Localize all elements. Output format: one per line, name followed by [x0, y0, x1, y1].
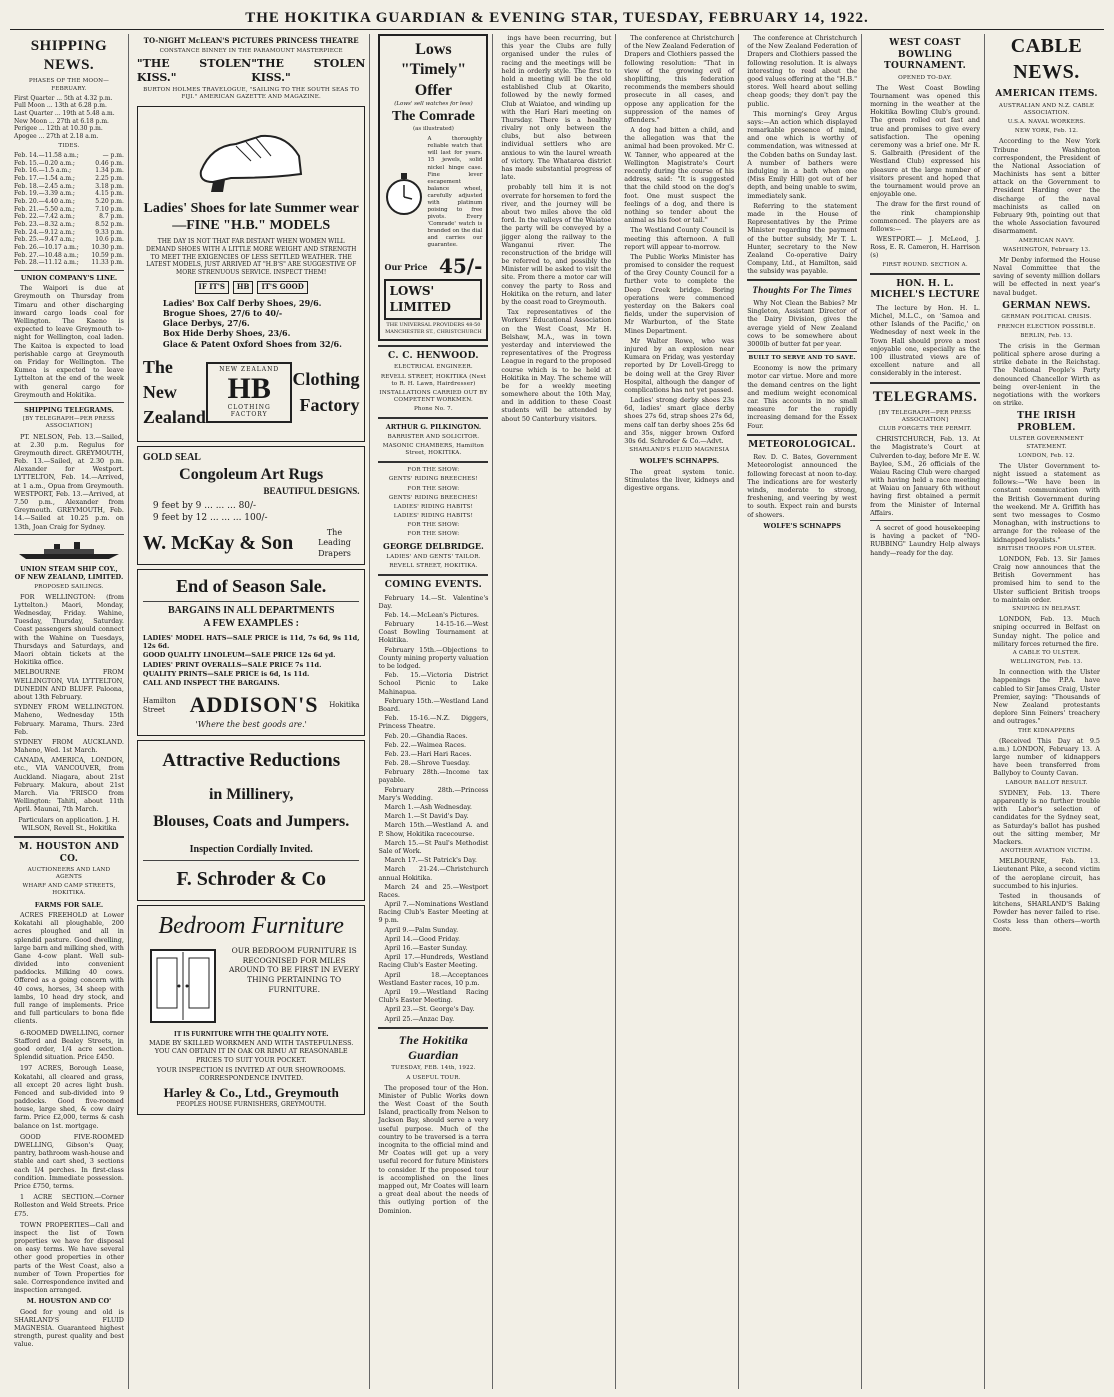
show-8: FOR THE SHOW:: [407, 531, 460, 538]
shoe-price-row: Ladies' Box Calf Derby Shoes, 29/6.: [162, 297, 322, 308]
labour-text: SYDNEY, Feb. 13. There apparently is no further trouble with Labor's selection of candidates for the Sydney seat, as Saturday's ballot has pushed out the sitting member, Mr Mackers.: [993, 788, 1100, 846]
tide-row: [14, 183, 124, 191]
lecture-title: HON. H. L. MICHEL'S LECTURE: [870, 278, 980, 301]
theatre-titles: [137, 57, 366, 85]
shipping-title: SHIPPING NEWS.: [30, 38, 108, 74]
hamilton-label: Hamilton Street: [142, 696, 176, 714]
sale-example-row: QUALITY PRINTS—SALE PRICE is 6d, 1s 11d.: [142, 669, 310, 678]
bowling-draw: The draw for the first round of the rink championship commenced. The players are as follows:—: [870, 200, 980, 233]
french-election: FRENCH ELECTION POSSIBLE.: [997, 323, 1096, 330]
usscc-title: UNION STEAM SHIP COY., OF NEW ZEALAND, LIMITED.: [14, 564, 124, 582]
event-row: March 17.—St Patrick's Day.: [384, 856, 477, 865]
sharland-baking: Tested in thousands of kitchens, SHARLAND'S Baking Powder has never failed to rise. Costs less than others—worth more.: [993, 891, 1100, 933]
westport-players: WESTPORT.— J. McLeod, J. Ross, E. R. Cameron, H. Harrison (s): [870, 235, 980, 260]
show-1: FOR THE SHOW:: [407, 467, 460, 474]
pilkington-sub: BARRISTER AND SOLICITOR.: [387, 433, 480, 440]
moon-phase-row: Last Quarter ... 19th at 5.48 a.m.: [14, 110, 115, 118]
secret-text: A secret of good housekeeping is having a packet of "NO-RUBBING" Laundry Help always handy—ready for the day.: [870, 524, 980, 557]
event-row: Feb. 23.—Hari Hari Races.: [384, 749, 472, 758]
tide-row: [14, 213, 124, 221]
comrade-sub: (as illustrated): [412, 126, 454, 133]
aviation-text: MELBOURNE, Feb. 13. Lieutenant Pike, a second victim of the aeroplane circuit, has succumbed to his injuries.: [993, 857, 1100, 890]
tide-cell: Feb. 27.—10.48 a.m.;: [14, 251, 79, 259]
tide-row: [14, 221, 124, 229]
the-new-label: The New: [142, 356, 177, 403]
tide-row: [14, 190, 124, 198]
sale-example-row: CALL AND INSPECT THE BARGAINS.: [142, 679, 280, 688]
american-navy: AMERICAN NAVY.: [1018, 237, 1075, 244]
hb-logo: [206, 362, 293, 423]
millinery-ad: [137, 740, 366, 902]
tide-row: [14, 198, 124, 206]
mckay-name: W. McKay & Son: [142, 531, 294, 554]
irish-problem: THE IRISH PROBLEM.: [1017, 411, 1076, 433]
melbourne-text: MELBOURNE FROM WELLINGTON, VIA LYTTELTON, DUNEDIN AND BLUFF. Paloona, about 13th February.: [14, 668, 124, 701]
houston-sub-2: WHARF AND CAMP STREETS, HOKITIKA.: [22, 883, 116, 897]
naval-workers: U.S.A. NAVAL WORKERS.: [1007, 119, 1086, 126]
lows-limited: LOWS' LIMITED: [389, 284, 451, 314]
event-row: April 19.—Westland Racing Club's Easter Meeting.: [378, 987, 489, 1005]
comrade-title: The Comrade: [392, 109, 475, 125]
opened-label: OPENED TO-DAY.: [898, 74, 953, 81]
tide-cell: Feb. 25.—9.47 a.m.;: [14, 236, 75, 244]
bedroom-title: Bedroom Furniture: [158, 913, 344, 940]
shoes-title: Ladies' Shoes for late Summer wear—FINE "H.B." MODELS: [143, 200, 359, 234]
tide-cell: Feb. 15.—0.20 a.m.;: [14, 159, 75, 167]
news-5-2: A dog had bitten a child, and the allegation was that the animal had been provoked. Mr C. W. Tanner, who appeared at the Wellington Magistrate's Court recently during the course of his address, said: "It is suggested that the child stood on the dog's foot. One must suspect the feelings of a dog, and there is nothing so tender about the animal as his foot or tail.": [624, 126, 735, 225]
tide-cell: 4.15 p.m.: [95, 190, 124, 198]
tide-cell: 8.7 p.m.: [99, 213, 124, 221]
kidnappers-title: THE KIDNAPPERS: [1018, 727, 1075, 734]
event-row: April 23.—St. George's Day.: [384, 1005, 475, 1014]
thoughts-title: Thoughts For The Times: [752, 285, 852, 296]
event-row: April 25.—Anzac Day.: [384, 1014, 455, 1023]
tide-row: [14, 236, 124, 244]
event-row: April 14.—Good Friday.: [384, 934, 461, 943]
farms-title: FARMS FOR SALE.: [34, 900, 104, 909]
delbridge-address: REVELL STREET, HOKITIKA.: [389, 562, 478, 569]
ifits-label: IF IT'S: [195, 281, 229, 294]
column-ads: [133, 34, 371, 1389]
tide-cell: Feb. 20.—4.40 a.m.;: [14, 197, 75, 205]
event-row: Feb. 22.—Waimea Races.: [384, 740, 467, 749]
news-5-3: The Westland County Council is meeting this afternoon. A full report will appear to-morrow.: [624, 226, 735, 251]
tide-cell: 5.20 p.m.: [95, 197, 124, 205]
london-text: The Ulster Government to-night issued a statement as follows:—"We have been in constant communication with the British Government during the weekend. Mr A. Griffith has sent two messages to Cosmo Monaghan, with instructions to arrange for the release of the kidnapped loyalists.": [993, 461, 1100, 544]
tide-cell: Feb. 16.—1.5 a.m.;: [14, 167, 72, 175]
event-row: March 24 and 25.—Westport Races.: [378, 882, 489, 899]
hb-small-logo: HB: [233, 281, 254, 294]
tide-row: [14, 259, 124, 267]
sale-example-row: LADIES' PRINT OVERALLS—SALE PRICE 7s 11d.: [142, 660, 322, 669]
shoes-text: THE DAY IS NOT THAT FAR DISTANT WHEN WOMEN WILL DEMAND SHOES WITH A LITTLE MORE WEIGHT AND STRENGTH TO MEET THE EXIGENCIES OF LESS SETTLED WEATHER. THE LATEST MODELS, JUST ARRIVED AT "H.B'S" ARE SUGGESTIVE OF MORE STRENUOUS SERVICE. INSPECT THEM!: [146, 238, 357, 277]
event-row: February 15th.—Westland Land Board.: [378, 696, 489, 713]
tide-cell: 8.52 p.m.: [95, 220, 124, 228]
moon-phase-row: New Moon ... 27th at 6.18 p.m.: [14, 117, 109, 125]
tide-cell: Feb. 18.—2.45 a.m.;: [14, 182, 75, 190]
news-6-3: Referring to the statement made in the House of Representatives by the Prime Minister regarding the payment of the butter subsidy, Mr T. L. Hunter, secretary to the New Zealand Co-operative Dairy Company, Ltd., at Hamilton, said the subsidy was payable.: [747, 201, 858, 276]
build-text: Economy is now the primary motor car virtue. More and more the demand centres on the light and medium weight economical car. This accounts in no small measure for the rapidly increasing demand for the Essex Four.: [747, 364, 858, 430]
tour-text: The proposed tour of the Hon. Minister of Public Works down the West Coast of the South Island, practically from Nelson to Jackson Bay, should serve a very useful purpose. Much of the country to be traversed is a terra incognita to the official mind and Mr Coates will get up a very useful record for future Ministers to consider. If the proposed tour is accomplished on the lines mapped out, Mr Coates will learn a great deal about the needs of this outlying portion of the Dominion.: [378, 1083, 489, 1215]
usscc-sub: PROPOSED SAILINGS.: [34, 583, 104, 590]
news-4-2: probably tell him it is not overrate for horsemen to ford the river, and the journey will be about two miles above the old ford. In the valleys of the Waiatoe the party will be conveyed by a jigger along the railway to the Wanganui river. The reconstruction of the bridge will be referred to, and possibly the Minister will be asked to visit the site. From there a motor car will convey the party to Ross and Hokitika on the return, and later by the coast road to Greymouth.: [501, 183, 612, 306]
tide-cell: Feb. 21.—5.50 a.m.;: [14, 205, 75, 213]
useful-tour-title: A USEFUL TOUR.: [406, 1074, 461, 1081]
tide-cell: Feb. 24.—9.12 a.m.;: [14, 228, 75, 236]
harley-sub: PEOPLES HOUSE FURNISHERS, GREYMOUTH.: [176, 1101, 326, 1109]
bedroom-text: MADE BY SKILLED WORKMEN AND WITH TASTEFULNESS. YOU CAN OBTAIN IT IN OAK OR RIMU AT REASONABLE PRICES TO SUIT YOUR POCKET.: [148, 1039, 354, 1064]
event-row: April 18.—Acceptances Westland Easter races, 10 p.m.: [378, 970, 489, 987]
shoe-price-row: Glace Derbys, 27/6.: [162, 318, 250, 329]
event-row: March 1.—St David's Day.: [384, 812, 469, 821]
harley-name: Harley & Co., Ltd., Greymouth: [163, 1084, 339, 1100]
houston-sign: M. HOUSTON AND CO': [26, 1297, 112, 1306]
event-row: April 7.—Nominations Westland Racing Club's Easter Meeting at 9 p.m.: [378, 900, 489, 925]
pilkington-sub-2: MASONIC CHAMBERS, Hamilton Street, HOKITIKA.: [382, 442, 485, 457]
event-row: April 9.—Palm Sunday.: [384, 925, 459, 934]
lows-title: Lows "Timely" Offer: [400, 41, 467, 99]
tide-cell: 2.25 p.m.: [95, 174, 124, 182]
bedroom-invite: YOUR INSPECTION IS INVITED AT OUR SHOWROOMS. CORRESPONDENCE INVITED.: [156, 1066, 346, 1083]
wolfes-text: The great system tonic. Stimulates the liver, kidneys and digestive organs.: [624, 467, 735, 493]
moon-phase-row: Perigee ... 12th at 10.30 p.m.: [14, 125, 103, 133]
henwood-text: INSTALLATIONS CARRIED OUT BY COMPETENT WORKMEN.: [379, 389, 488, 404]
show-5: LADIES' RIDING HABITS!: [393, 503, 474, 510]
few-examples: A FEW EXAMPLES :: [203, 617, 300, 629]
shoe-icon: [143, 116, 360, 196]
tide-cell: Feb. 26.—10.17 a.m.;: [14, 243, 79, 251]
moon-phase-row: Full Moon ... 13th at 6.28 p.m.: [14, 102, 107, 110]
our-price-label: Our Price: [384, 261, 428, 272]
pilkington-title: ARTHUR G. PILKINGTON.: [385, 423, 482, 432]
farm-listing: 6-ROOMED DWELLING, corner Stafford and Bealey Streets, in good order, 1/4 acre section. Splendid situation. Price £450.: [14, 1028, 124, 1062]
column-lows: [374, 34, 493, 1389]
news-5-1: The conference at Christchurch of the New Zealand Federation of Drapers and Clothiers passed the following resolution: "That in view of the growing evil of shoplifting, this federation recommends the members should prosecute in all cases, and oppose any application for the suppression of the names of offenders.": [624, 34, 735, 124]
german-news: GERMAN NEWS.: [1002, 300, 1091, 311]
sale-examples: [143, 634, 360, 688]
masthead: [10, 8, 1104, 30]
masthead-title: THE HOKITIKA GUARDIAN & EVENING STAR, TUESDAY, FEBRUARY 14, 1922.: [245, 10, 869, 27]
moon-phase-row: First Quarter ... 5th at 4.32 p.m.: [14, 94, 113, 102]
bargains-title: BARGAINS IN ALL DEPARTMENTS: [167, 604, 335, 616]
reductions-title: Attractive Reductions: [162, 749, 341, 771]
tide-cell: 11.33 p.m.: [91, 259, 124, 267]
section-a: FIRST ROUND. SECTION A.: [882, 261, 968, 268]
theatre-title-a: "THE STOLEN KISS.": [136, 57, 252, 85]
blouses-label: Blouses, Coats and Jumpers.: [153, 812, 350, 830]
berlin-text: The crisis in the German political sphere arose during a strike debate in the Reichstag. The National People's Party denounced Chancellor Wirth as being over-lenient in the negotiations with the workers on strike.: [993, 341, 1100, 408]
watch-icon: [384, 169, 424, 219]
lows-address: THE UNIVERSAL PROVIDERS 48-50 MANCHESTER ST., CHRISTCHURCH: [385, 322, 482, 335]
addison-sub: 'Where the best goods are.': [195, 719, 307, 729]
tide-cell: Feb. 19.—3.39 a.m.;: [14, 190, 75, 198]
tide-row: [14, 175, 124, 183]
event-row: April 16.—Easter Sunday.: [384, 944, 468, 953]
nz-top-label: NEW ZEALAND: [219, 366, 280, 374]
news-6-1: The conference at Christchurch of the New Zealand Federation of Drapers and Clothiers passed the following resolution. It is always interesting to read about the good values offering at the "H.B." stores. Well heard about selling cheap goods; they don't pay the public.: [747, 34, 858, 108]
tides-title: TIDES.: [58, 142, 80, 149]
hb-shoes-ad: [137, 106, 366, 443]
farm-listing: TOWN PROPERTIES—Call and inspect the list of Town properties we have for disposal on easy terms. We have several other good properties in other parts of the West Coast, also a number of Town Properties for sale. Correspondence invited and inspection arranged.: [14, 1220, 124, 1295]
theatre-sub-2: BURTON HOLMES TRAVELOGUE, "SAILING TO THE SOUTH SEAS TO FIJI." AMERICAN GAZETTE AND MAGAZINE.: [143, 87, 360, 101]
hb-tagline: [143, 281, 360, 294]
show-3: FOR THE SHOW:: [407, 485, 460, 492]
bowling-title: WEST COAST BOWLING TOURNAMENT.: [883, 38, 967, 72]
delbridge-sub: LADIES' AND GENTS' TAILOR.: [386, 553, 481, 560]
sharland-text: Good for young and old is SHARLAND'S FLUID MAGNESIA. Guaranteed highest strength, purest quality and best value.: [14, 1307, 124, 1349]
event-row: February 14-15-16.—West Coast Bowling Tournament at Hokitika.: [378, 620, 489, 645]
guardian-date: TUESDAY, FEB. 14th, 1922.: [391, 1065, 476, 1072]
furniture-ad: [137, 905, 366, 1115]
lecture-text: The lecture by Hon. H. L. Michel, M.L.C., on 'Samoa and other Islands of the Pacific,' on Wednesday of next week in the Town Hall should prove a most enjoyable one, especially as the 100 illustrated views are of excellent nature and all considerably in the interest.: [870, 303, 980, 378]
news-6-2: This morning's Grey Argus says:—An action which displayed remarkable presence of mind, and one which is worthy of commendation, was witnessed at the Cobden baths on Sunday last. A number of bathers were indulging in a bath when one (Miss Emily Hill) got out of her depth, and being unable to swim, immediately sank.: [747, 109, 858, 200]
event-row: Feb. 15.—Victoria District School Picnic to Lake Mahinapua.: [378, 671, 489, 696]
column-cable: [989, 34, 1104, 1389]
rug-price-2: 9 feet by 12 ... ... ... 100/-: [152, 512, 268, 523]
event-row: Feb. 15-16.—N.Z. Diggers, Princess Theatre.: [378, 714, 489, 731]
houston-title: M. HOUSTON AND CO.: [18, 841, 119, 864]
ny-text: According to the New York Tribune Washington correspondent, the President of the National Association of Machinists has sent a bitter attack on the Government to President Harding over the discharge of the naval machinists as called on February 9th, pointing out that the whole Association favoured disarmament.: [993, 137, 1100, 236]
ny-dateline: NEW YORK, Feb. 12.: [1014, 128, 1079, 135]
henwood-sub: ELECTRICAL ENGINEER.: [394, 364, 473, 371]
thoughts-text: Why Not Clean the Babies? Mr Singleton, Assistant Director of the Dairy Division, gives the average yield of New Zealand cows to be somewhere about 3000lb of butter fat per year.: [747, 298, 858, 348]
tide-cell: 10.30 p.m.: [91, 243, 124, 251]
sydney-text-2: SYDNEY FROM AUCKLAND. Maheno, Wed. 1st March.: [14, 737, 124, 755]
kidnappers-text: (Received This Day at 9.5 a.m.) LONDON, February 13. A large number of kidnappers have been transferred from Ballyboy to County Cavan.: [993, 736, 1100, 778]
theatre-banner: TO-NIGHT McLEAN'S PICTURES PRINCESS THEATRE: [143, 36, 359, 45]
season-sale-ad: [137, 569, 366, 736]
meteo-text: Rev. D. C. Bates, Government Meteorologist announced the following forecast at noon to-day. The indications are for westerly winds, moderate to strong, freshening, and veering by west to south. Expect rain and bursts of showers.: [747, 453, 858, 519]
schroder-name: F. Schroder & Co: [176, 867, 326, 890]
wardrobe-icon: [143, 946, 223, 1026]
bowling-text: The West Coast Bowling Tournament was opened this morning in the weather at the Hokitika Bowling Club's ground. The green rolled out fast and true and promises to give every satisfaction. The opening ceremony was a brief one. Mr R. S. Galbraith (President of the Westland Club) expressed his pleasure at the large number of visitors present and hoped that the tournament would prove an enjoyable one.: [870, 83, 980, 199]
sale-example-row: LADIES' MODEL HATS—SALE PRICE is 11d, 7s 6d, 9s 11d, 12s 6d.: [142, 633, 360, 650]
tide-cell: Feb. 28.—11.12 a.m.;: [14, 259, 79, 267]
lows-price: 45/-: [438, 253, 483, 278]
lows-limited-box: [384, 279, 482, 320]
rugs-sub: Congoleum Art Rugs: [179, 466, 324, 484]
clothing-label: Clothing: [292, 369, 360, 390]
event-row: February 28th.—Princess Mary's Wedding.: [378, 785, 489, 802]
news-5-6: Ladies' strong derby shoes 23s 6d, ladies' smart glace derby shoes 27s 6d, strap shoes 27s 6d, mens calf tan derby shoes 25s 6d and 35s, nigger brown Oxford 30s 6d. Schroder & Co.—Advt.: [624, 396, 735, 445]
tide-cell: Feb. 14.—11.58 a.m.;: [14, 151, 79, 159]
houston-sub: AUCTIONEERS AND LAND AGENTS: [27, 867, 111, 881]
rugs-ad: [137, 446, 366, 565]
tide-cell: 1.34 p.m.: [95, 167, 124, 175]
shoe-prices: [143, 298, 360, 349]
farm-listing: 1 ACRE SECTION.—Corner Rolleston and Weld Streets. Price £75.: [14, 1193, 124, 1218]
column-news-2: [620, 34, 739, 1389]
wolfes-head: WOLFE'S SCHNAPPS.: [639, 457, 719, 466]
tide-cell: 3.18 p.m.: [95, 182, 124, 190]
column-news-3: [743, 34, 862, 1389]
column-news-4: [866, 34, 985, 1389]
tide-cell: Feb. 22.—7.42 a.m.;: [14, 213, 75, 221]
event-row: Feb. 28.—Shrove Tuesday.: [384, 759, 470, 768]
events-list: [378, 594, 488, 1023]
telegrams-sub: [BY TELEGRAPH—PER PRESS ASSOCIATION]: [22, 416, 116, 430]
telegrams-title-7: TELEGRAMS.: [872, 388, 978, 405]
tide-cell: Feb. 17.—1.54 a.m.;: [14, 174, 75, 182]
inspection-label: Inspection Cordially Invited.: [189, 844, 313, 856]
cable-title: CABLE NEWS.: [1010, 35, 1083, 83]
theatre-title-b: "THE STOLEN KISS.": [251, 57, 366, 85]
build-title: BUILT TO SERVE AND TO SAVE.: [748, 355, 856, 362]
tide-cell: 7.10 p.m.: [95, 205, 124, 213]
coming-events-title: COMING EVENTS.: [384, 580, 483, 590]
berlin-dateline: BERLIN, Feb. 13.: [1020, 332, 1073, 339]
shoe-price-row: Glace & Patent Oxford Shoes from 32/6.: [162, 338, 342, 349]
sale-example-row: GOOD QUALITY LINOLEUM—SALE PRICE 12s 6d yd.: [142, 651, 336, 660]
news-4-1: ings have been recurring, but this year the Clubs are fully organised under the rules of racing and the meetings will be held in orderly style. The first to hold a meeting will be the old established Club at Okarito, followed by the newly formed Club at Waiatoe, and winding up with the Hari Hari meeting on Thursday. There is a healthy rivalry not only between the clubs, but also between individual settlers who are anxious to win the laurel wreath of victory. The Whataroa district has made substantial progress of late.: [501, 34, 612, 182]
sniping-text: LONDON, Feb. 13. Much sniping occurred in Belfast on Sunday night. The police and military forces returned the fire.: [993, 615, 1100, 648]
particulars: Particulars on application. J. H. WILSON, Revell St., Hokitika: [18, 815, 120, 832]
news-5-5: Mr Walter Rowe, who was injured by an explosion near Kumara on Friday, was yesterday reported by Dr Lovell-Gregg to be doing well at the Grey River Hospital, although the danger of complications has not yet passed.: [624, 336, 735, 394]
in-millinery: in Millinery,: [208, 786, 294, 804]
lows-ad: [378, 34, 488, 341]
event-row: March 1.—Ash Wednesday.: [384, 803, 472, 812]
tide-cell: — p.m.: [102, 151, 124, 159]
factory-label: Factory: [299, 394, 360, 415]
delbridge-title: GEORGE DELBRIDGE.: [383, 541, 484, 552]
column-shipping: [10, 34, 129, 1389]
farm-listing: GOOD FIVE-ROOMED DWELLING, Gibson's Quay, pantry, bathroom wash-house and stable and cart shed, 3 sections each 1/4 perches. In first-class condition. Immediate possession. Price £750, terms.: [14, 1132, 124, 1190]
canada-text: CANADA, AMERICA, LONDON, etc., VIA VANCOUVER, from Auckland. Niagara, about 21st February. Makura, about 21st March. Via 'FRISCO from Wellington: Tahiti, about 11th April. Maunai, 7th March.: [14, 756, 124, 814]
henwood-phone: Phone No. 7.: [413, 406, 453, 413]
farms-list: [14, 911, 124, 1294]
henwood-title: C. C. HENWOOD.: [388, 350, 479, 361]
troops-text: LONDON, Feb. 13. Sir James Craig now announces that the British Government has promised him to send to the Ulster sufficient British troops to maintain order.: [993, 554, 1100, 604]
american-items: AMERICAN ITEMS.: [995, 89, 1098, 100]
bedroom-quality: IT IS FURNITURE WITH THE QUALITY NOTE.: [174, 1030, 329, 1039]
club-title: CLUB FORGETS THE PERMIT.: [878, 426, 972, 433]
london-dateline: LONDON, Feb. 12.: [1018, 452, 1075, 459]
shoe-price-row: Box Hide Derby Shoes, 23/6.: [162, 328, 291, 339]
season-title: End of Season Sale.: [176, 575, 327, 596]
union-title: UNION COMPANY'S LINE.: [20, 273, 118, 282]
event-row: February 15th.—Objections to County mining property valuation to be lodged.: [378, 645, 489, 671]
tide-row: [14, 160, 124, 168]
tide-row: [14, 252, 124, 260]
rugs-sub-2: BEAUTIFUL DESIGNS.: [263, 485, 360, 496]
german-crisis: GERMAN POLITICAL CRISIS.: [1001, 314, 1092, 321]
news-5-4: The Public Works Minister has promised to consider the request of the Grey County Council for a further vote to complete the Deep Creek bridge. Boring operations were commenced yesterday on the Bakers coal fields, under the supervision of Mr Warburton, of the State Mines Department.: [624, 252, 735, 335]
ulster-statement: ULSTER GOVERNMENT STATEMENT.: [1009, 436, 1084, 450]
aviation-title: ANOTHER AVIATION VICTIM.: [1000, 848, 1093, 855]
clothing-factory-small: CLOTHING FACTORY: [227, 403, 271, 419]
tide-row: [14, 206, 124, 214]
itsgood-label: IT'S GOOD: [257, 281, 307, 294]
wellington-dateline: WELLINGTON, Feb. 13.: [1010, 659, 1083, 666]
bedroom-sub: OUR BEDROOM FURNITURE IS RECOGNISED FOR MILES AROUND TO BE FIRST IN EVERY THING PERTAINING TO FURNITURE.: [228, 946, 360, 994]
tide-cell: 9.33 p.m.: [95, 228, 124, 236]
event-row: March 15th.—Westland A. and P. Show, Hokitika racecourse.: [378, 821, 489, 838]
telegrams-title: SHIPPING TELEGRAMS.: [24, 405, 114, 414]
wash-dateline: WASHINGTON, February 13.: [1002, 246, 1091, 253]
rug-price-1: 9 feet by 9 ... ... ... 80/-: [152, 501, 257, 512]
cable-nz-title: A CABLE TO ULSTER.: [1012, 649, 1081, 656]
show-2: GENTS' RIDING BREECHES!: [388, 476, 478, 483]
hb-big-label: HB: [227, 371, 271, 405]
rugs-title: GOLD SEAL: [142, 452, 201, 464]
farm-listing: 197 ACRES, Borough Lease, Kokatahi, all cleared and grass, all except 20 acres light bush. Fenced and sub-divided into 9 paddocks. Good five-roomed house, large shed, & cow dairy farm. Price £2,000, terms & cash balance on 1st. mortgage.: [14, 1064, 124, 1130]
phases-title: PHASES OF THE MOON—FEBRUARY.: [28, 78, 110, 92]
telegrams-text: PT. NELSON, Feb. 13.—Sailed, at 2.30 p.m. Regulus for Greymouth direct. GREYMOUTH, Feb. 13.—Sailed, at 2.30 p.m. Alexander for Westport. LYTTELTON, Feb. 14.—Arrived, at 1 a.m., Opua from Greymouth. WESTPORT, Feb. 13.—Arrived, at 7.50 p.m., Alexander from Greymouth. GREYMOUTH, Feb. 14.—Sailed at 10.25 p.m. on 13th, Joan Craig for Sydney.: [14, 432, 124, 531]
event-row: Feb. 14.—McLean's Pictures.: [384, 610, 479, 619]
tide-row: [14, 244, 124, 252]
mckay-sub: The Leading Drapers: [318, 528, 351, 558]
tide-row: [14, 167, 124, 175]
tides-list: [14, 152, 124, 267]
hb-logo-row: [143, 355, 360, 431]
shoe-price-row: Brogue Shoes, 27/6 to 40/-: [162, 307, 283, 318]
wolfes-schnapps: WOLFE'S SCHNAPPS: [763, 521, 841, 530]
meteo-title: METEOROLOGICAL.: [748, 439, 856, 450]
troops-title: BRITISH TROOPS FOR ULSTER.: [996, 545, 1097, 552]
news-4-3: Tax representatives of the Workers' Educational Association on the West Coast, Mr H. Belshaw, M.A., was in town yesterday and interviewed the representatives of the Progress League in regard to the proposed course which is to be held at Hokitika in May. The scheme will be for a weekly meeting somewhere about the 10th May, and in addition to these Coast students will be attended by about 50 Canterbury visitors.: [501, 308, 612, 423]
tide-row: [14, 152, 124, 160]
tide-row: [14, 229, 124, 237]
event-row: February 28th.—Income tax payable.: [378, 768, 489, 785]
event-row: Feb. 20.—Ghandia Races.: [384, 731, 468, 740]
show-7: FOR THE SHOW:: [407, 522, 460, 529]
ship-icon: [14, 538, 124, 560]
wash-text: Mr Denby informed the House Naval Committee that the saving of seventy million dollars will be effected in next year's naval budget.: [993, 255, 1100, 297]
comrade-text: A thoroughly reliable watch that will last for years. 15 jewels, solid nickel hinge case. Fine lever escapement balance wheel, carefully adjusted with platinum poising to free pivots. Every 'Comrade' watch is branded on the dial and carries our guarantee.: [427, 136, 483, 248]
zealand-label: Zealand: [142, 407, 206, 428]
sniping-title: SNIPING IN BELFAST.: [1012, 605, 1081, 612]
show-4: GENTS' RIDING BREECHES!: [388, 494, 478, 501]
event-row: February 14.—St. Valentine's Day.: [378, 593, 489, 610]
columns: [10, 34, 1104, 1389]
tide-cell: 10.6 p.m.: [95, 236, 124, 244]
hokitika-label: Hokitika: [329, 701, 360, 710]
show-6: LADIES' RIDING HABITS!: [393, 512, 474, 519]
tide-cell: 10.59 p.m.: [91, 251, 124, 259]
event-row: April 17.—Hundreds, Westland Racing Club's Easter Meeting.: [378, 953, 489, 970]
column-news-1: [497, 34, 616, 1389]
sharland-head: SHARLAND'S FLUID MAGNESIA: [629, 447, 730, 454]
event-row: March 21-24.—Christchurch annual Hokitika.: [378, 865, 489, 882]
phases-list: [14, 95, 124, 141]
farm-listing: ACRES FREEHOLD at Lower Kokatahi all ploughable, 200 acres ploughed and all in splendid pasture. Good dwelling, large barn and milking shed, with Gane 4-cow plant. Well sub-divided into convenient paddocks. Milking 40 cows. Offered as a going concern with 40 cows, horses, 34 sheep with lambs, 10 head dry stock, and full range of implements. Price and full particulars to bona fide clients.: [14, 910, 124, 1026]
wellington-text: In connection with the Ulster happenings the P.P.A. have cabled to Sir James Craig, Ulster Premier, saying: "Thousands of New Zealand protestants deplore Sinn Feiners' treachery and outrages.": [993, 668, 1100, 726]
addison-name: ADDISON'S: [189, 692, 319, 718]
moon-phase-row: Apogee ... 27th at 2.18 a.m.: [14, 133, 99, 141]
usscc-text: FOR WELLINGTON: (from Lyttelton.) Maori, Monday, Wednesday, Friday. Wahine, Tuesday, Thursday, Saturday. Coast passengers should connect with the Wahine on Tuesdays, Thursdays and Saturdays, and Maori obtain tickets at the Hokitika office.: [14, 592, 124, 667]
labour-title: LABOUR BALLOT RESULT.: [1005, 779, 1088, 786]
theatre-sub: CONSTANCE BINNEY IN THE PARAMOUNT MASTERPIECE: [159, 47, 343, 54]
event-row: March 15.—St Paul's Methodist Sale of Work.: [378, 838, 489, 855]
guardian-title: The Hokitika Guardian: [398, 1032, 469, 1063]
tide-cell: Feb. 23.—8.32 a.m.;: [14, 220, 75, 228]
tide-cell: 0.46 p.m.: [95, 159, 124, 167]
union-text: The Waipori is due at Greymouth on Thursday from Timaru and other discharging inward cargo loads coal for Wellington. The Kaeno is expected to leave Greymouth to-night for Wellington, coal laden. The Kaitoa is expected to load perishable cargo at Greymouth on Friday for Wellington. The Kumea is expected to leave Lyttelton at the end of the week with general cargo for Greymouth and Hokitika.: [14, 284, 124, 399]
telegrams-sub-7: [BY TELEGRAPH—PER PRESS ASSOCIATION]: [878, 409, 972, 423]
lows-sub: (Lows' sell watches for less): [394, 101, 473, 108]
henwood-address: REVELL STREET, HOKITIKA (Next to R. H. Lawn, Hairdresser): [380, 373, 487, 387]
club-text: CHRISTCHURCH, Feb. 13. At the Magistrate's Court at Culverden to-day, before Mr E. W. Baylee, S.M., 26 officials of the Waiau Racing Club were charged with having held a race meeting at Waiau on January 6th without having first obtained a permit from the Minister of Internal Affairs.: [870, 435, 980, 517]
assoc-label: AUSTRALIAN AND N.Z. CABLE ASSOCIATION.: [998, 102, 1095, 116]
sydney-text-1: SYDNEY FROM WELLINGTON. Maheno, Wednesday 15th February. Marama, Thurs. 23rd Feb.: [14, 703, 124, 736]
